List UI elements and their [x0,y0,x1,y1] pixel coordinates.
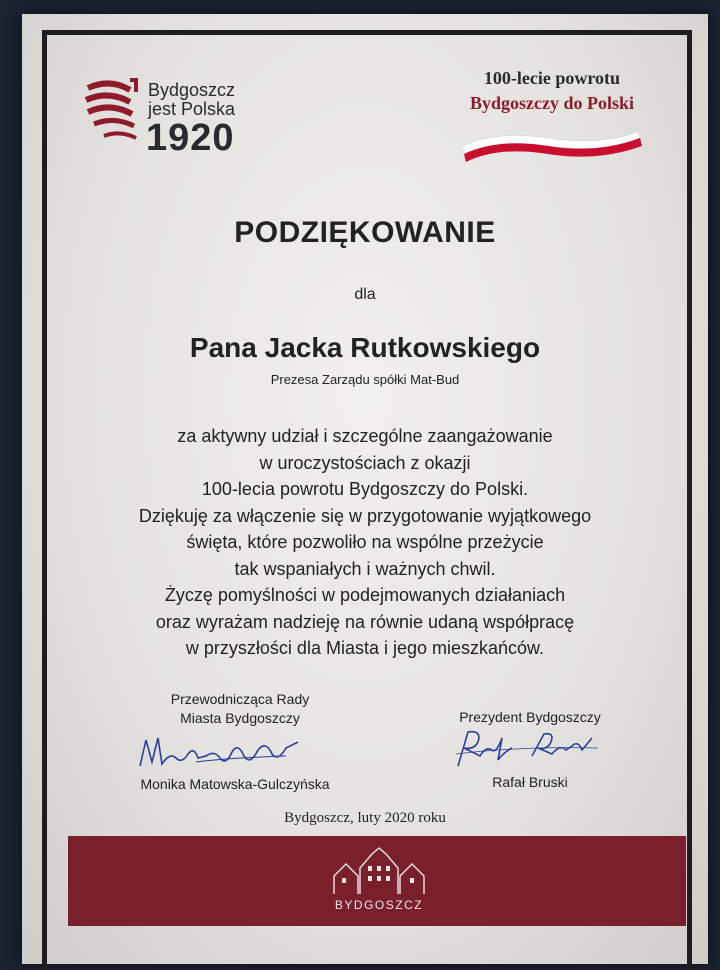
city-skyline-icon [324,846,434,898]
centenary-line2: Bydgoszczy do Polski [469,93,634,113]
for-label: dla [354,286,376,303]
left-signatory-name: Monika Matowska-Gulczyńska [140,776,330,792]
body-line: Dziękuję za włączenie się w przygotowanie wyjątkowego [138,505,592,526]
certificate-body [60,423,670,662]
recipient-name: Pana Jacka Rutkowskiego [189,332,541,363]
wave-emblem-icon [80,76,142,156]
logo-left-line2: jest Polska [148,99,236,119]
centenary-logo [452,66,652,166]
body-line: Życzę pomyślności w podejmowanych działaniach [164,585,566,605]
body-line: święta, które pozwoliło na wspólne przeżycie [186,532,544,552]
centenary-line1: 100-lecie powrotu [483,68,621,88]
left-title-line1: Przewodnicząca Rady [170,691,310,707]
recipient-position: Prezesa Zarządu spółki Mat-Bud [270,372,460,387]
logo-left-line1: Bydgoszcz [148,80,236,100]
bydgoszcz-city-logo [324,846,434,918]
certificate-title: PODZIĘKOWANIE [234,216,496,249]
left-signatory-title [130,690,350,728]
polish-flag-ribbon-icon [458,124,644,164]
right-signatory-name: Rafał Bruski [492,774,568,790]
left-title-line2: Miasta Bydgoszczy [180,710,300,726]
body-line: za aktywny udział i szczególne zaangażowanie [177,426,553,446]
footer-logo-text: BYDGOSZCZ [334,898,424,912]
body-line: w uroczystościach z okazji [259,452,471,473]
right-handwritten-signature [452,726,602,772]
body-line: tak wspaniałych i ważnych chwil. [234,558,496,579]
left-handwritten-signature [136,732,306,776]
body-line: w przyszłości dla Miasta i jego mieszkańców. [185,638,545,658]
right-signatory-title: Prezydent Bydgoszczy [459,709,601,725]
place-and-date: Bydgoszcz, luty 2020 roku [284,810,446,826]
logo-left-year: 1920 [146,117,235,159]
body-line: 100-lecia powrotu Bydgoszczy do Polski. [201,479,529,499]
footer-band [68,836,686,926]
bydgoszcz-jest-polska-logo [80,76,250,159]
body-line: oraz wyrażam nadzieję na równie udaną współpracę [155,611,575,632]
